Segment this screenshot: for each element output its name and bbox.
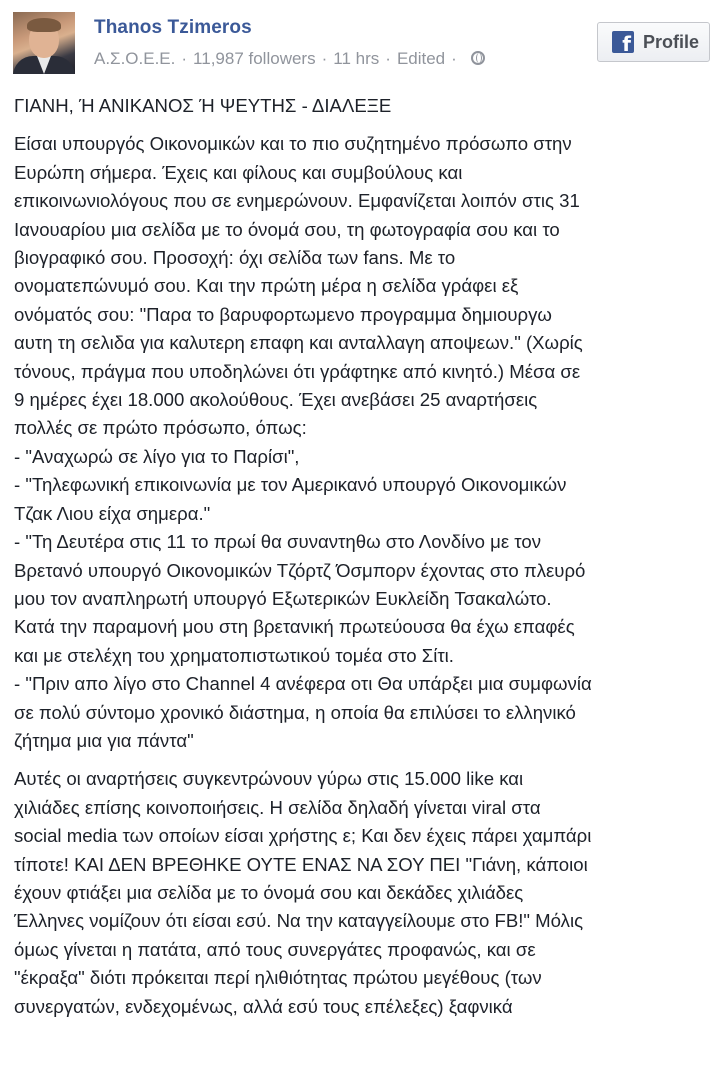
post-text	[14, 130, 714, 1021]
post-text-line: Ευρώπη σήμερα. Έχεις και φίλους και συμβούλους και	[14, 161, 463, 183]
post-text-line: τόνους, πράγμα που υποδηλώνει ότι γράφτηκε από κινητό.) Μέσα σε	[14, 360, 581, 382]
meta-separator: ·	[451, 49, 457, 68]
globe-icon[interactable]	[471, 51, 485, 65]
post-text-line: Αυτές οι αναρτήσεις συγκεντρώνουν γύρω στις 15.000 like και	[14, 768, 524, 790]
post-text-line: χιλιάδες επίσης κοινοποιήσεις. Η σελίδα δηλαδή γίνεται viral στα	[14, 796, 541, 818]
post-paragraph	[14, 130, 714, 755]
post-text-line: Βρετανό υπουργό Οικονομικών Τζόρτζ Όσμπορν έχοντας στο πλευρό	[14, 559, 586, 581]
post-text-line: ονόματός σου: "Παρα το βαρυφορτωμενο προγραμμα δημιουργω	[14, 303, 552, 325]
author-name[interactable]: Thanos Tzimeros	[94, 17, 252, 38]
post-text-line: συνεργατών, ενδεχομένως, αλλά εσύ τους επέλεξες) ξαφνικά	[14, 995, 513, 1017]
post-header	[0, 0, 720, 86]
post-text-line: - "Πριν απο λίγο στο Channel 4 ανέφερα οτι Θα υπάρξει μια συμφωνία	[14, 673, 592, 695]
meta-separator: ·	[321, 49, 328, 68]
post-text-line: 9 ημέρες έχει 18.000 ακολούθους. Έχει ανεβάσει 25 αναρτήσεις	[14, 389, 538, 411]
post-paragraph	[14, 765, 714, 1021]
post-text-line: αυτη τη σελιδα για καλυτερη επαφη και ανταλλαγη αποψεων." (Χωρίς	[14, 332, 583, 354]
post-text-line: Τζακ Λιου είχα σημερα."	[14, 502, 211, 524]
post-text-line: ζήτημα μια για πάντα"	[14, 729, 194, 751]
meta-separator: ·	[181, 49, 188, 68]
profile-button[interactable]	[597, 22, 710, 62]
post-text-line: βιογραφικό σου. Προσοχή: όχι σελίδα των fans. Με το	[14, 247, 456, 269]
post-timestamp[interactable]: 11 hrs	[333, 49, 380, 68]
post-text-line: social media των οποίων είσαι χρήστης ε; Και δεν έχεις πάρει χαμπάρι	[14, 825, 592, 847]
post-text-line: όμως γίνεται η πατάτα, από τους συνεργάτες προφανώς, και σε	[14, 938, 536, 960]
post-text-line: "έκραξα" διότι πρόκειται περί ηλιθιότητας πρώτου μεγέθους (των	[14, 967, 542, 989]
edited-label[interactable]: Edited	[396, 49, 446, 68]
post-text-line: Ιανουαρίου μια σελίδα με το όνομά σου, τη φωτογραφία σου και το	[14, 218, 560, 240]
post-text-line: - "Τηλεφωνική επικοινωνία με τον Αμερικανό υπουργό Οικονομικών	[14, 474, 567, 496]
post-text-line: μου τον αναπληρωτή υπουργό Εξωτερικών Ευκλείδη Τσακαλώτο.	[14, 587, 552, 609]
author-affiliation[interactable]: Α.Σ.Ο.Ε.Ε.	[94, 49, 176, 68]
post-text-line: - "Αναχωρώ σε λίγο για το Παρίσι",	[14, 445, 300, 467]
post-text-line: τίποτε! ΚΑΙ ΔΕΝ ΒΡΕΘΗΚΕ ΟΥΤΕ ΕΝΑΣ ΝΑ ΣΟΥ ΠΕΙ "Γιάνη, κάποιοι	[14, 853, 588, 875]
meta-separator: ·	[385, 49, 391, 68]
post-body	[14, 92, 714, 1021]
post-text-line: - "Τη Δευτέρα στις 11 το πρωί θα συναντηθω στο Λονδίνο με τον	[14, 531, 542, 553]
author-avatar[interactable]	[13, 12, 75, 74]
post-text-line: και με στελέχη του χρηματοπιστωτικού τομέα στο Σίτι.	[14, 644, 454, 666]
post-text-line: ονοματεπώνυμό σου. Και την πρώτη μέρα η σελίδα γράφει εξ	[14, 275, 519, 297]
follower-count: 11,987 followers	[193, 49, 316, 68]
post-text-line: Είσαι υπουργός Οικονομικών και το πιο συζητημένο πρόσωπο στην	[14, 133, 572, 155]
post-title: ΓΙΑΝΗ, Ή ΑΝΙΚΑΝΟΣ Ή ΨΕΥΤΗΣ - ΔΙΑΛΕΞΕ	[14, 95, 392, 116]
post-meta	[94, 49, 485, 69]
post-text-line: επικοινωνιολόγους που σε ενημερώνουν. Εμφανίζεται λοιπόν στις 31	[14, 190, 580, 212]
facebook-icon	[612, 31, 634, 53]
post-text-line: Κατά την παραμονή μου στη βρετανική πρωτεύουσα θα έχω επαφές	[14, 616, 575, 638]
post-text-line: σε πολύ σύντομο χρονικό διάστημα, η οποία θα επιλύσει το ελληνικό	[14, 701, 576, 723]
post-text-line: πολλές σε πρώτο πρόσωπο, όπως:	[14, 417, 307, 439]
avatar-hair	[27, 18, 61, 32]
post-text-line: Έλληνες νομίζουν ότι είσαι εσύ. Να την καταγγείλουμε στο FB!" Μόλις	[14, 910, 584, 932]
post-text-line: έχουν φτιάξει μια σελίδα με το όνομά σου και δεκάδες χιλιάδες	[14, 881, 524, 903]
profile-button-label: Profile	[643, 31, 700, 52]
